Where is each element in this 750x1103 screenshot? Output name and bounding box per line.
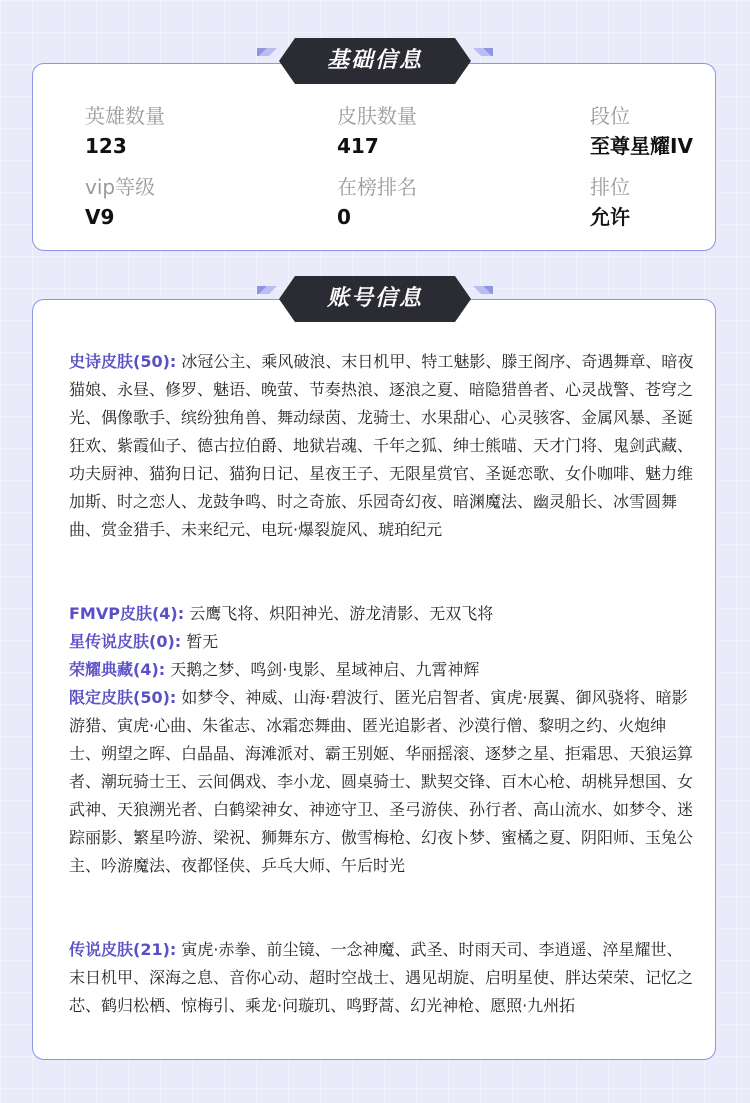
stat-value: 允许 [590, 205, 630, 229]
fmvp-skins-list: 云鹰飞将、炽阳神光、游龙清影、无双飞将 [189, 604, 494, 623]
stat-label: 皮肤数量 [337, 104, 417, 128]
stat-vip-level [85, 173, 155, 231]
fmvp-skins-section [69, 600, 695, 628]
star-legend-skins-section [69, 628, 695, 656]
limited-skins-label: 限定皮肤(50): [69, 688, 177, 707]
stat-value: 至尊星耀IV [590, 134, 693, 158]
account-info-card [32, 299, 716, 1060]
legend-skins-list: 寅虎·赤拳、前尘镜、一念神魔、武圣、时雨天司、李逍遥、淬星耀世、末日机甲、深海之息、音你心动、超时空战士、遇见胡旋、启明星使、胖达荣荣、记忆之芯、鹤归松栖、惊梅引、乘龙·问璇玑、鸣野蒿、幻光神枪、愿照·九州拓 [69, 940, 694, 1015]
star-legend-skins-list: 暂无 [186, 632, 219, 651]
account-info-banner [257, 276, 493, 322]
stat-skin-count [337, 102, 417, 160]
legend-skins-label: 传说皮肤(21): [69, 940, 177, 959]
glory-collection-list: 天鹅之梦、鸣剑·曳影、星域神启、九霄神辉 [170, 660, 480, 679]
basic-info-banner [257, 38, 493, 84]
basic-info-card [32, 63, 716, 251]
stat-leaderboard-rank [337, 173, 417, 231]
stat-rank-tier [590, 102, 693, 160]
star-legend-skins-label: 星传说皮肤(0): [69, 632, 182, 651]
glory-collection-section [69, 656, 695, 684]
stat-label: 英雄数量 [85, 104, 165, 128]
legend-skins-section [69, 936, 695, 1020]
stat-label: vip等级 [85, 175, 156, 199]
epic-skins-list: 冰冠公主、乘风破浪、末日机甲、特工魅影、滕王阁序、奇遇舞章、暗夜猫娘、永昼、修罗、魅语、晚萤、节奏热浪、逐浪之夏、暗隐猎兽者、心灵战警、苍穹之光、偶像歌手、缤纷独角兽、舞动绿茵、龙骑士、水果甜心、心灵骇客、金属风暴、圣诞狂欢、紫霞仙子、德古拉伯爵、地狱岩魂、千年之狐、绅士熊喵、天才门将、鬼剑武藏、功夫厨神、猫狗日记、猫狗日记、星夜王子、无限星赏官、圣诞恋歌、女仆咖啡、魅力维加斯、时之恋人、龙鼓争鸣、时之奇旅、乐园奇幻夜、暗渊魔法、幽灵船长、冰雪圆舞曲、赏金猎手、未来纪元、电玩·爆裂旋风、琥珀纪元 [69, 352, 694, 539]
stat-value: V9 [85, 205, 115, 229]
stat-label: 排位 [590, 175, 630, 199]
fmvp-skins-label: FMVP皮肤(4): [69, 604, 185, 623]
stat-value: 0 [337, 205, 351, 229]
stat-hero-count [85, 102, 165, 160]
limited-skins-list: 如梦令、神威、山海·碧波行、匿光启智者、寅虎·展翼、御风骁将、暗影游猎、寅虎·心曲、朱雀志、冰霜恋舞曲、匿光追影者、沙漠行僧、黎明之约、火炮绅士、朔望之晖、白晶晶、海滩派对、霸王别姬、华丽摇滚、逐梦之星、拒霜思、天狼运算者、潮玩骑士王、云间偶戏、李小龙、圆桌骑士、默契交锋、百木心枪、胡桃异想国、女武神、天狼溯光者、白鹤梁神女、神迹守卫、圣弓游侠、孙行者、高山流水、如梦令、迷踪丽影、繁星吟游、梁祝、狮舞东方、傲雪梅枪、幻夜卜梦、蜜橘之夏、阴阳师、玉兔公主、吟游魔法、夜都怪侠、乒乓大师、午后时光 [69, 688, 694, 875]
banner-title: 基础信息 [326, 48, 423, 73]
stat-label: 在榜排名 [337, 175, 417, 199]
banner-title: 账号信息 [326, 286, 423, 311]
epic-skins-section [69, 348, 695, 544]
stat-value: 417 [337, 134, 379, 158]
limited-skins-section [69, 684, 695, 880]
stat-value: 123 [85, 134, 127, 158]
glory-collection-label: 荣耀典藏(4): [69, 660, 166, 679]
epic-skins-label: 史诗皮肤(50): [69, 352, 177, 371]
stat-ranked-mode [590, 173, 630, 231]
stat-label: 段位 [590, 104, 630, 128]
